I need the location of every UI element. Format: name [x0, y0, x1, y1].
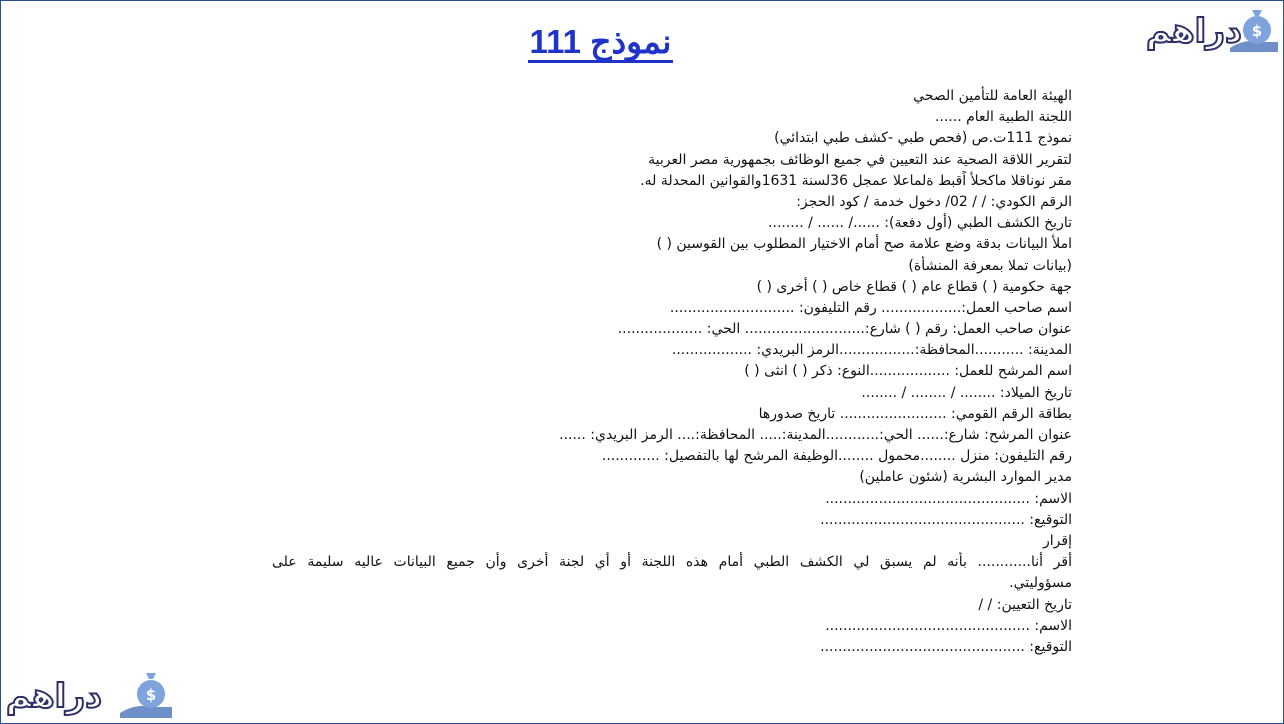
form-line: إقرار	[1043, 532, 1072, 549]
form-line: جهة حكومية ( ) قطاع عام ( ) قطاع خاص ( ) أخرى ( )	[756, 278, 1072, 295]
form-line: اسم المرشح للعمل: ..................النوع: ذكر ( ) انثى ( )	[744, 363, 1072, 380]
form-line: مقر نوناقلا ماكحلأ اًقبط ةلماعلا عمجل 36لسنة 1631والقوانين المحدلة له.	[640, 172, 1072, 189]
brand-logo-bottom	[2, 665, 174, 721]
form-line: اسم صاحب العمل:.................. رقم التليفون: ............................	[669, 299, 1072, 316]
form-line: الاسم: ..............................................	[825, 490, 1072, 507]
form-line: تاريخ الكشف الطبي (أول دفعة): ....../ ...... / ........	[768, 215, 1072, 232]
form-line: عنوان المرشح: شارع:...... الحي:............المدينة:..... المحافظة:.... الرمز البريدي: ......	[559, 427, 1072, 443]
form-line: التوقيع: ..............................................	[820, 638, 1072, 655]
form-line: مسؤوليتي.	[1009, 575, 1072, 592]
brand-logo-text: دراهم	[6, 676, 103, 715]
form-line: الاسم: ..............................................	[825, 617, 1072, 634]
form-body	[272, 86, 1072, 658]
form-line: تاريخ الميلاد: ........ / ........ / ........	[861, 384, 1072, 401]
svg-text:$: $	[145, 686, 157, 704]
form-line: املأ البيانات بدقة وضع علامة صح أمام الاختيار المطلوب بين القوسين ( )	[656, 236, 1072, 253]
svg-text:$: $	[1251, 22, 1263, 40]
form-title-text: نموذج 111	[528, 23, 674, 63]
form-line: عنوان صاحب العمل: رقم ( ) شارع:........................... الحي: ...................	[617, 321, 1072, 338]
form-title	[0, 22, 1284, 62]
brand-logo-text: دراهم	[1145, 11, 1242, 50]
declaration-line: أقر أنا............ بأنه لم يسبق لي الكشف الطبي أمام هذه اللجنة أو أي لجنة أخرى وأن جميع البيانات عاليه سليمة على	[272, 554, 1072, 571]
form-line: تاريخ التعيين: / /	[978, 596, 1072, 613]
form-line: الرقم الكودي: / / 02/ دخول خدمة / كود الحجز:	[796, 193, 1072, 210]
form-line: المدينة: ...........المحافظة:.................الرمز البريدي: ..................	[671, 342, 1072, 359]
form-line: التوقيع: ..............................................	[820, 511, 1072, 528]
form-line: لتقرير اللاقة الصحية عند التعيين في جميع الوظائف بجمهورية مصر العربية	[648, 151, 1072, 168]
form-line: رقم التليفون: منزل ........محمول ........الوظيفة المرشح لها بالتفصيل: .............	[601, 448, 1072, 465]
form-line: بطاقة الرقم القومي: ........................ تاريخ صدورها	[758, 405, 1072, 422]
form-line: اللجنة الطبية العام ......	[934, 109, 1072, 126]
form-line: (بيانات تملا بمعرفة المنشأة)	[908, 257, 1072, 274]
form-line: مدير الموارد البشرية (شئون عاملين)	[859, 469, 1072, 486]
form-line: نموذج 111ت.ص (فحص طبي -كشف طبي ابتدائي)	[774, 130, 1072, 147]
form-line: الهيئة العامة للتأمين الصحي	[913, 88, 1072, 104]
